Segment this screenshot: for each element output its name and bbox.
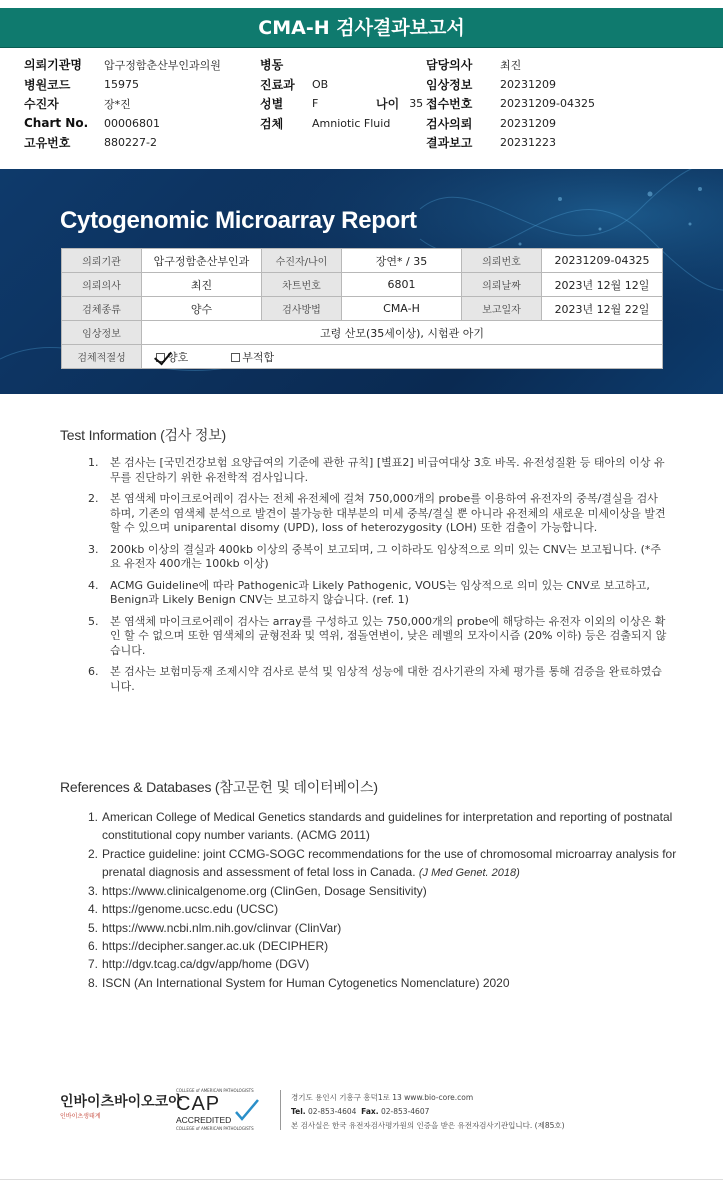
header-row xyxy=(260,55,423,75)
item-number: 4. xyxy=(88,902,99,917)
item-text: ACMG Guideline에 따라 Pathogenic과 Likely Pathogenic, VOUS는 임상적으로 의미 있는 CNV로 보고하고, Benign과 Likely Benign CNV는 보고하지 않습니다. (ref. 1) xyxy=(110,578,650,606)
header-value: 15975 xyxy=(104,77,139,91)
item-text: 본 검사는 보험미등재 조제시약 검사로 분석 및 임상적 성능에 대한 검사기관의 자체 평가를 통해 검증을 완료하였습니다. xyxy=(110,665,662,693)
list-item xyxy=(88,492,668,536)
header-label: 담당의사 xyxy=(426,58,473,73)
fax-label: Fax. xyxy=(361,1107,379,1116)
list-item xyxy=(88,955,688,973)
reference-body: Practice guideline: joint CCMG-SOGC recommendations for the use of chromosomal microarray analysis for prenatal diagnosis and assessment of fetal loss in Canada. xyxy=(102,846,677,879)
header-value: 880227-2 xyxy=(104,136,157,150)
list-item xyxy=(88,456,668,485)
item-number: 1. xyxy=(88,810,99,824)
list-item xyxy=(88,845,688,883)
references-list xyxy=(88,808,688,992)
header-label: 임상정보 xyxy=(426,77,473,92)
report-title-bar xyxy=(0,8,723,48)
header-value: 00006801 xyxy=(104,116,160,130)
report-hero-banner xyxy=(0,169,723,394)
table-key: 의뢰의사 xyxy=(62,273,142,297)
header-label: 검체 xyxy=(260,116,284,131)
header-value: 20231209-04325 xyxy=(500,97,595,111)
table-key: 수진자/나이 xyxy=(262,249,342,273)
list-item xyxy=(88,882,688,900)
table-value: 양수 xyxy=(142,297,262,321)
header-row xyxy=(260,114,423,134)
header-row xyxy=(426,75,595,95)
list-item xyxy=(88,808,688,845)
header-label: 검사의뢰 xyxy=(426,116,473,131)
test-info-title: Test Information (검사 정보) xyxy=(60,427,226,443)
header-value: 장*진 xyxy=(104,97,131,111)
patient-header xyxy=(24,55,714,151)
header-value: 20231209 xyxy=(500,77,556,91)
test-info-list xyxy=(88,456,668,701)
table-value: CMA-H xyxy=(342,297,462,321)
header-row xyxy=(426,55,595,75)
option-adequate-label: 양호 xyxy=(167,350,189,364)
item-number: 7. xyxy=(88,957,99,972)
header-label: 결과보고 xyxy=(426,136,473,151)
cap-accredited-logo xyxy=(172,1088,282,1132)
header-label: 병동 xyxy=(260,58,284,73)
cma-report-title: Cytogenomic Microarray Report xyxy=(60,207,417,234)
list-item xyxy=(88,900,688,918)
header-label: 병원코드 xyxy=(24,77,71,92)
reference-link: https://decipher.sanger.ac.uk (DECIPHER) xyxy=(102,939,329,954)
table-key: 임상정보 xyxy=(62,321,142,345)
table-value: 6801 xyxy=(342,273,462,297)
table-row xyxy=(62,297,663,321)
item-number: 2. xyxy=(88,492,99,505)
header-row xyxy=(260,94,423,114)
header-row xyxy=(24,75,221,95)
header-row xyxy=(426,114,595,134)
item-number: 3. xyxy=(88,542,99,556)
company-address: 경기도 용인시 기흥구 흥덕1로 13 www.bio-core.com xyxy=(291,1093,474,1102)
item-number: 8. xyxy=(88,975,99,990)
list-item xyxy=(88,543,668,572)
table-value: 압구정함춘산부인과 xyxy=(142,249,262,273)
clinical-info-value: 고령 산모(35세이상), 시험관 아기 xyxy=(142,321,663,345)
header-value: OB xyxy=(312,77,329,91)
list-item xyxy=(88,615,668,659)
footer-divider xyxy=(280,1090,281,1130)
item-text: 본 검사는 [국민건강보험 요양급여의 기준에 관한 규칙] [별표2] 비급여대상 3호 바목. 유전성질환 등 태아의 이상 유무를 진단하기 위한 유전학적 검사입니다. xyxy=(110,456,665,484)
report-title: CMA-H 검사결과보고서 xyxy=(258,17,465,39)
table-key: 의뢰날짜 xyxy=(462,273,542,297)
fax-value: 02-853-4607 xyxy=(381,1107,430,1116)
tel-label: Tel. xyxy=(291,1107,306,1116)
header-row xyxy=(24,114,221,134)
list-item xyxy=(88,919,688,937)
header-label: Chart No. xyxy=(24,116,89,131)
reference-body: American College of Medical Genetics standards and guidelines for interpretation and reporting of postnatal constitutional copy number variants. (ACMG 2011) xyxy=(102,810,673,843)
item-number: 5. xyxy=(88,614,99,628)
bottom-rule xyxy=(0,1179,723,1180)
reference-link: http://dgv.tcag.ca/dgv/app/home (DGV) xyxy=(102,957,310,972)
header-row xyxy=(260,75,423,95)
reference-link: https://www.clinicalgenome.org (ClinGen, Dosage Sensitivity) xyxy=(102,884,427,899)
table-value: 20231209-04325 xyxy=(542,249,663,273)
header-value: F xyxy=(312,97,319,111)
table-key: 의뢰번호 xyxy=(462,249,542,273)
checkbox-empty-icon xyxy=(231,353,240,362)
header-label: 접수번호 xyxy=(426,97,473,112)
item-text: 본 염색체 마이크로어레이 검사는 array를 구성하고 있는 750,000개의 probe에 해당하는 유전자 이외의 이상은 확인 할 수 없으며 또한 염색체의 균형전좌 및 역위, 점돌연변이, 낮은 레벨의 모자이시즘 (20% 이하) 등은 검출되지 않습니다. xyxy=(110,614,667,657)
cap-accredited-text: ACCREDITED xyxy=(176,1115,232,1125)
table-key: 검사방법 xyxy=(262,297,342,321)
header-label: 의뢰기관명 xyxy=(24,58,82,73)
accreditation-note: 본 검사실은 한국 유전자검사평가원의 인증을 받은 유전자검사기관입니다. (제85호) xyxy=(291,1121,565,1130)
header-row xyxy=(426,94,595,114)
list-item xyxy=(88,974,688,992)
header-label: 수진자 xyxy=(24,97,59,112)
reference-link: https://genome.ucsc.edu (UCSC) xyxy=(102,902,279,917)
header-col-2 xyxy=(260,55,423,133)
age-value: 35 xyxy=(409,97,424,111)
tel-value: 02-853-4604 xyxy=(308,1107,357,1116)
item-number: 1. xyxy=(88,456,99,469)
references-title: References & Databases (참고문헌 및 데이터베이스) xyxy=(60,779,378,795)
cap-top-text: COLLEGE of AMERICAN PATHOLOGISTS xyxy=(176,1088,254,1093)
header-row xyxy=(426,133,595,153)
table-value: 2023년 12월 12일 xyxy=(542,273,663,297)
report-footer xyxy=(60,1086,680,1136)
table-key: 검체적절성 xyxy=(62,345,142,369)
table-row xyxy=(62,249,663,273)
table-row xyxy=(62,321,663,345)
reference-citation: (J Med Genet. 2018) xyxy=(418,866,520,879)
item-number: 3. xyxy=(88,884,99,899)
company-logo: 인바이츠바이오코아 xyxy=(60,1094,182,1110)
specimen-adequacy-options xyxy=(142,345,663,369)
header-label: 진료과 xyxy=(260,77,295,92)
header-value: 압구정함춘산부인과의원 xyxy=(104,58,221,72)
header-value: Amniotic Fluid xyxy=(312,116,391,130)
option-inadequate-label: 부적합 xyxy=(242,350,275,364)
table-row xyxy=(62,345,663,369)
reference-text xyxy=(102,845,688,883)
header-row xyxy=(24,133,221,153)
checkbox-checked-icon xyxy=(156,353,165,362)
item-number: 4. xyxy=(88,578,99,592)
table-value: 2023년 12월 22일 xyxy=(542,297,663,321)
header-row xyxy=(24,94,221,114)
company-phone-fax xyxy=(291,1105,565,1119)
table-key: 의뢰기관 xyxy=(62,249,142,273)
age-label: 나이 xyxy=(376,97,400,112)
header-value: 20231209 xyxy=(500,116,556,130)
table-key: 검체종류 xyxy=(62,297,142,321)
reference-text: ISCN (An International System for Human Cytogenetics Nomenclature) 2020 xyxy=(102,975,510,990)
list-item xyxy=(88,665,668,694)
item-number: 6. xyxy=(88,939,99,954)
table-key: 차트번호 xyxy=(262,273,342,297)
list-item xyxy=(88,579,668,608)
item-number: 6. xyxy=(88,665,99,678)
table-value: 최진 xyxy=(142,273,262,297)
item-number: 5. xyxy=(88,920,99,935)
table-key: 보고일자 xyxy=(462,297,542,321)
header-row xyxy=(24,55,221,75)
sample-info-table xyxy=(61,248,663,369)
item-number: 2. xyxy=(88,846,99,861)
header-value: 최진 xyxy=(500,58,522,72)
table-row xyxy=(62,273,663,297)
company-contact xyxy=(291,1091,565,1133)
list-item xyxy=(88,937,688,955)
cap-bottom-text: COLLEGE of AMERICAN PATHOLOGISTS xyxy=(176,1126,254,1131)
header-value: 20231223 xyxy=(500,136,556,150)
reference-text xyxy=(102,808,688,845)
cap-text: CAP xyxy=(176,1093,221,1115)
header-col-1 xyxy=(24,55,221,153)
header-col-3 xyxy=(426,55,595,153)
item-text: 본 염색체 마이크로어레이 검사는 전체 유전체에 걸쳐 750,000개의 probe를 이용하여 유전자의 중복/결실을 검사하며, 기존의 염색체 분석으로 발견이 불가능한 대부분의 미세 중복/결실 뿐 아니라 유전체의 새로운 미세이상을 발견 할 수 있으며 uniparental disomy (UPD), loss of heterozygosity (LOH) 또한 검출이 가능합니다. xyxy=(110,492,666,534)
header-label: 성별 xyxy=(260,97,284,112)
company-logo-subtitle: 인바이츠생태계 xyxy=(60,1113,101,1120)
header-label: 고유번호 xyxy=(24,136,71,151)
item-text: 200kb 이상의 결실과 400kb 이상의 중복이 보고되며, 그 이하라도 임상적으로 의미 있는 CNV는 보고됩니다. (*주요 유전자 400개는 100kb 이상) xyxy=(110,542,662,570)
reference-link: https://www.ncbi.nlm.nih.gov/clinvar (ClinVar) xyxy=(102,920,342,935)
table-value: 장연* / 35 xyxy=(342,249,462,273)
